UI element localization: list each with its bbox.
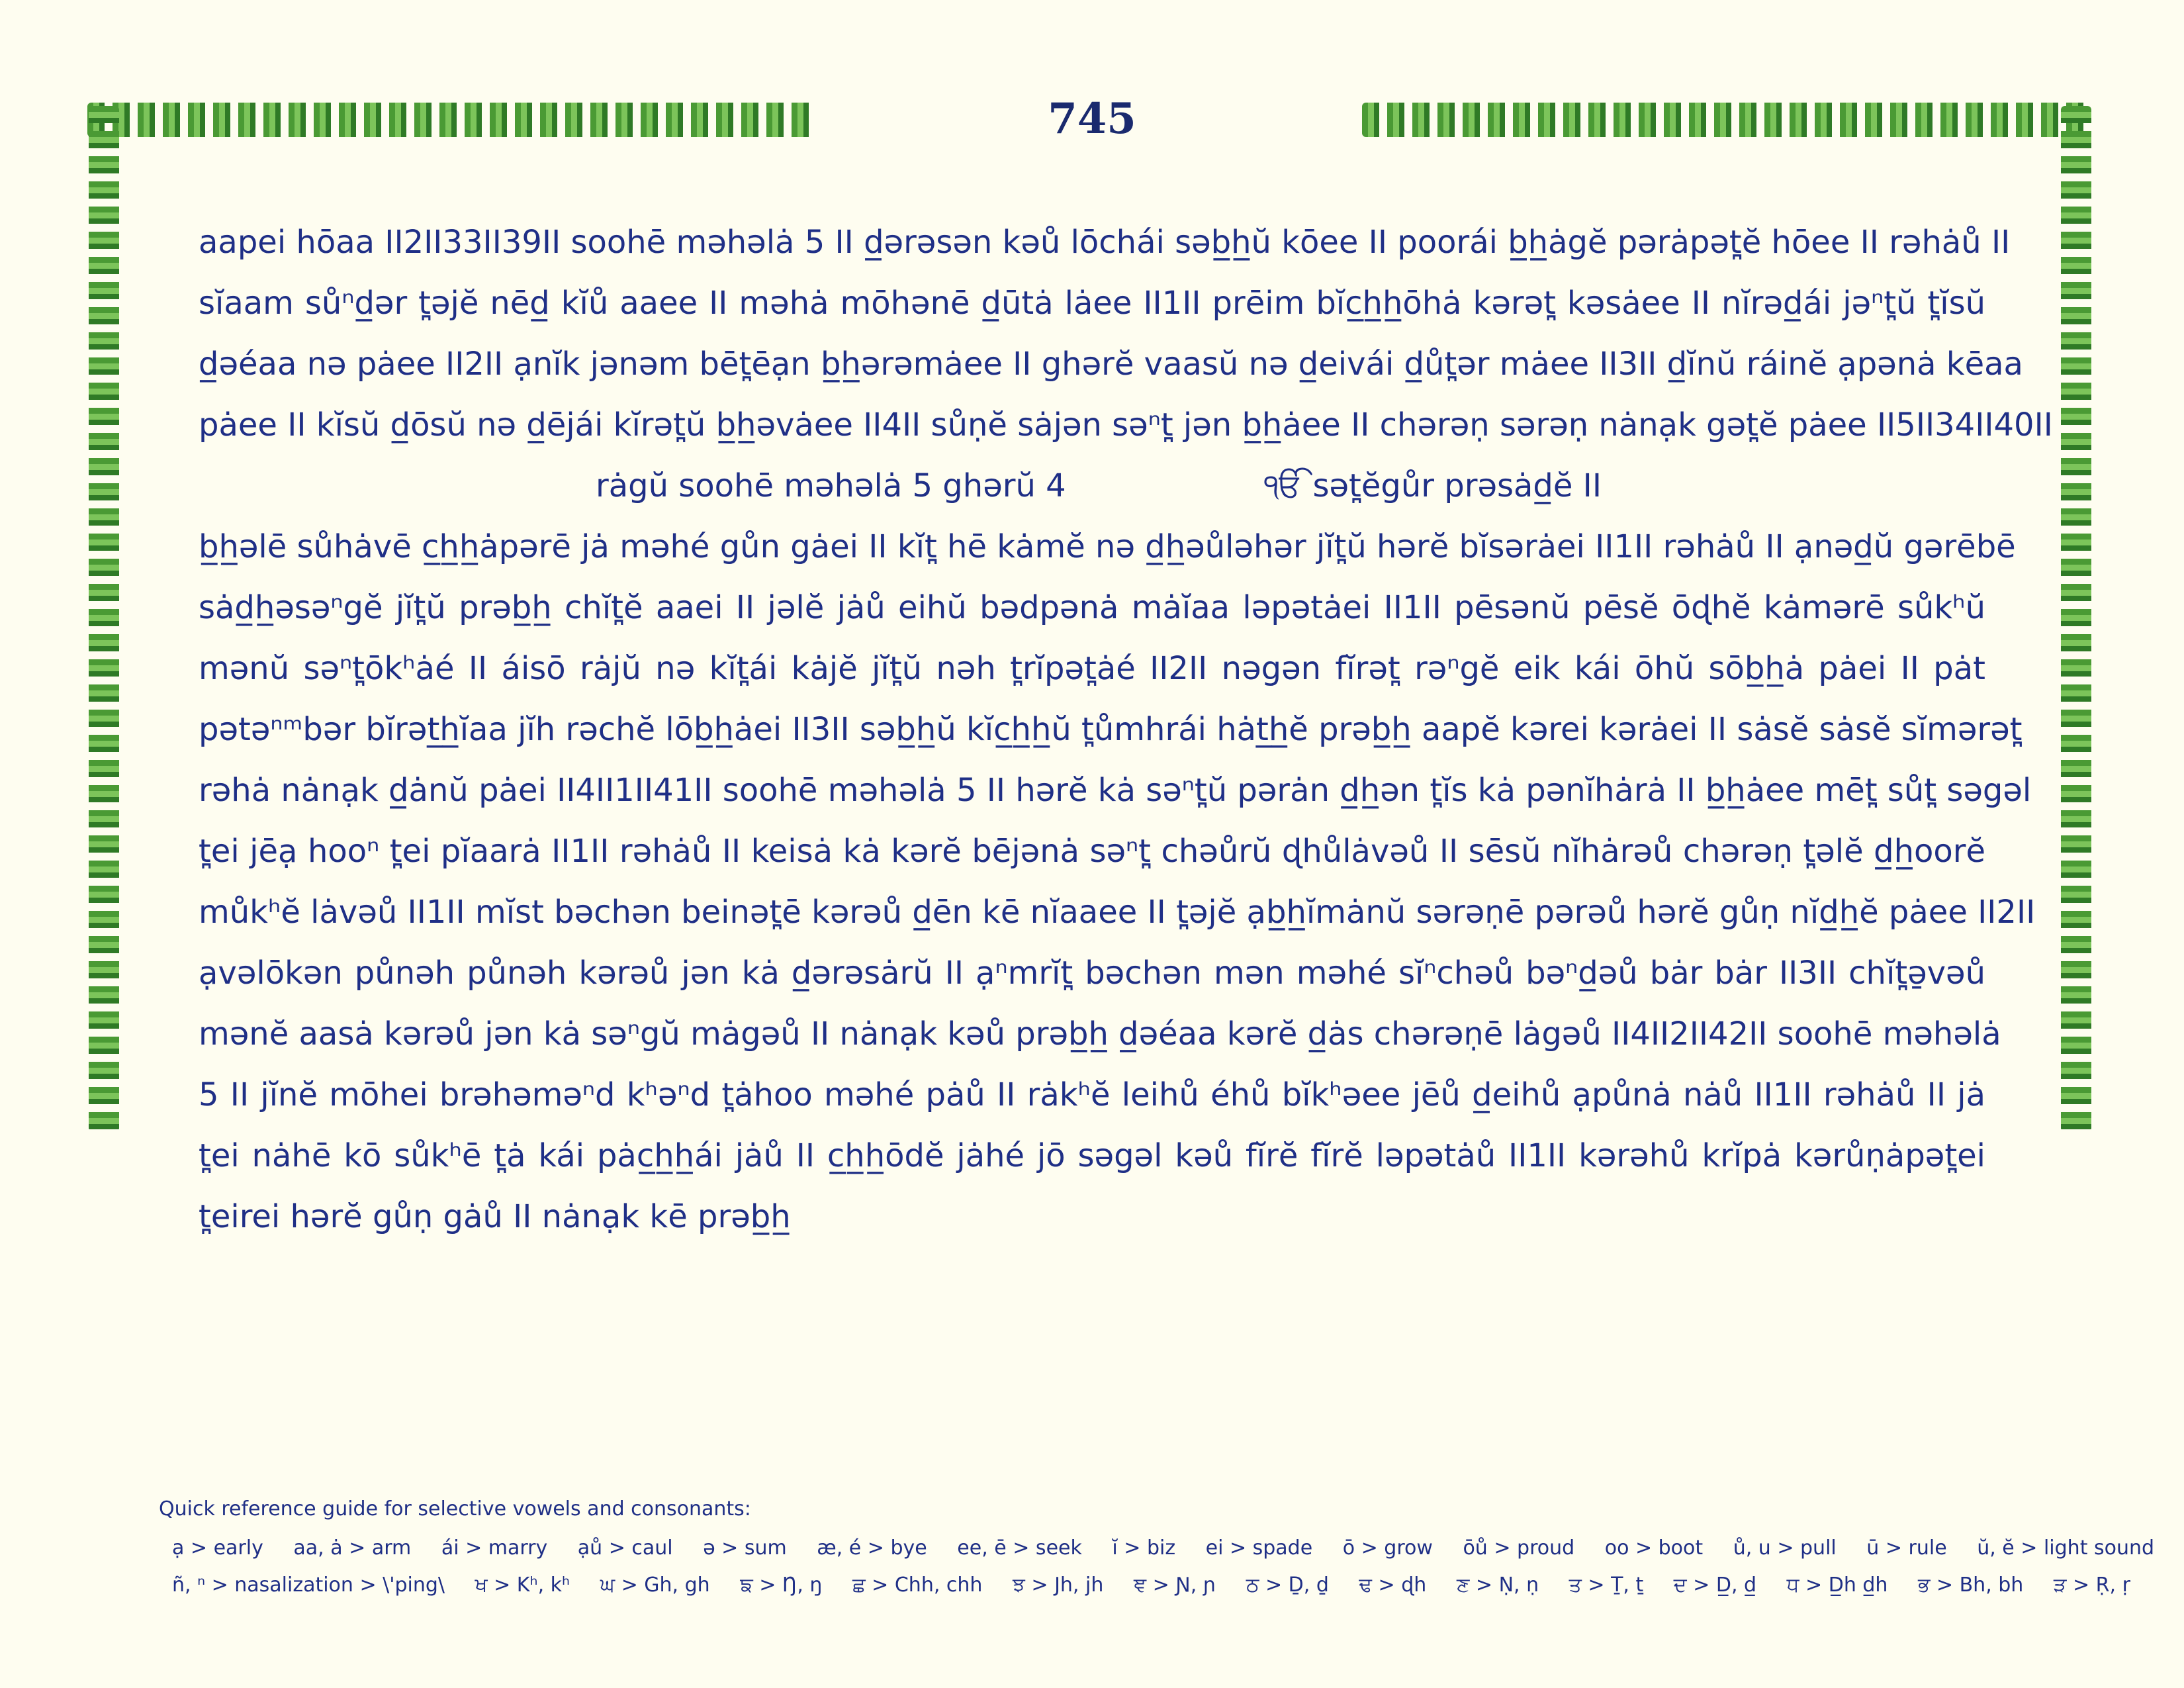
guide-entry: ਝ > Jh, jh — [1012, 1573, 1104, 1597]
text-line: pətəⁿᵐbər bĭrət̲h̲ĭaa jĭh rəchĕ lōb̲h̲ȧei II3II səb̲h̲ŭ kĭc̲h̲h̲ŭ t̪ůmhrái hȧt̲h̲ĕ prəb̲h̲ aapĕ kərei kərȧei II sȧsĕ sȧsĕ sĭmərət̪ — [199, 711, 2023, 748]
guide-entry: ਧ > D̲h d̲h — [1786, 1573, 1888, 1597]
guide-entry: ū > rule — [1866, 1536, 1947, 1560]
decorative-border-right — [2061, 106, 2091, 1132]
vowel-guide-row — [159, 1530, 2155, 1567]
text-line: můkʰĕ lȧvəů II1II mĭst bəchən beinət̪ē kərəů d̲ēn kē nĭaaee II t̪əjĕ ạb̲h̲ĭmȧnŭ sərəṇē pərəů hərĕ gůṇ nĭd̲h̲ĕ pȧee II2II — [199, 894, 2036, 931]
mool-mantar: ੴ sət̪ĕgůr prəsȧd̲ĕ II — [1263, 467, 1602, 504]
guide-entry: aa, ȧ > arm — [293, 1536, 412, 1560]
raag-heading-line — [199, 455, 1985, 516]
guide-entry: ਖ > Kʰ, kʰ — [475, 1573, 570, 1597]
guide-entry: oo > boot — [1604, 1536, 1704, 1560]
guide-entry: ਭ > Bh, bh — [1918, 1573, 2024, 1597]
guide-entry: ů, u > pull — [1733, 1536, 1837, 1560]
guide-entry: ਠ > Ḏ, ḏ — [1246, 1573, 1329, 1597]
text-line-last: t̪eirei hərĕ gůṇ gȧů II nȧnạk kē prəb̲h̲ — [199, 1198, 791, 1235]
text-line: 5 II jĭnĕ mōhei brəhəməⁿd kʰəⁿd t̪ȧhoo məhé pȧů II rȧkʰĕ leihů éhů bĭkʰəee jēů d̲eihů ạpůnȧ nȧů II1II rəhȧů II jȧ — [199, 1076, 1985, 1113]
text-line: sȧd̲h̲əsəⁿgĕ jĭt̪ŭ prəb̲h̲ chĭt̪ĕ aaei II jəlĕ jȧů eihŭ bədpənȧ mȧĭaa ləpətȧei II1II pēsənŭ pēsĕ ōɖhĕ kȧmərē sůkʰŭ — [199, 589, 1985, 626]
guide-entry: ə > sum — [703, 1536, 787, 1560]
text-body — [199, 212, 2053, 1247]
text-line: d̲əéaa nə pȧee II2II ạnĭk jənəm bēt̪ēạn b̲h̲ərəmȧee II ghərĕ vaasŭ nə d̲eivái d̲ůt̪ər mȧee II3II d̲ĭnŭ ráinĕ ạpənȧ kēaa — [199, 346, 2023, 383]
page-number: 745 — [1048, 94, 1136, 144]
text-line: sĭaam sůⁿd̲ər t̪əjĕ nēd̲ kĭů aaee II məhȧ mōhənē d̲ūtȧ lȧee II1II prēim bĭc̲h̲h̲ōhȧ kərət̪ kəsȧee II nĭrəd̲ái jəⁿt̪ŭ t̪ĭsŭ — [199, 285, 1985, 322]
guide-entry: ō > grow — [1342, 1536, 1433, 1560]
text-line: aapei hōaa II2II33II39II soohē məhəlȧ 5 II d̲ərəsən kəů lōchái səb̲h̲ŭ kōee II poorái b̲h̲ȧgĕ pərȧpət̪ĕ hōee II rəhȧů II — [199, 224, 2011, 261]
raag-heading: rȧgŭ soohē məhəlȧ 5 ghərŭ 4 — [596, 467, 1066, 504]
guide-entry: ōů > proud — [1463, 1536, 1575, 1560]
guide-entry: ŭ, ĕ > light sound — [1977, 1536, 2155, 1560]
guide-entry: ạů > caul — [577, 1536, 673, 1560]
guide-entry: ਘ > Gh, gh — [600, 1573, 710, 1597]
decorative-border-left — [89, 106, 119, 1132]
guide-entry: ñ, ⁿ > nasalization > \'ping\ — [172, 1573, 445, 1597]
text-line: t̪ei nȧhē kō sůkʰē t̪ȧ kái pȧc̲h̲h̲ái jȧů II c̲h̲h̲ōdĕ jȧhé jō səgəl kəů fĭrĕ fĭrĕ ləpətȧů II1II kərəhů krĭpȧ kərůṇȧpət̪ei — [199, 1137, 1985, 1174]
guide-entry: ái > marry — [441, 1536, 548, 1560]
guide-entry: ਣ > Ṇ, ṇ — [1456, 1573, 1539, 1597]
reference-guide-title: Quick reference guide for selective vowels and consonants: — [159, 1497, 751, 1521]
decorative-border-top-left — [87, 103, 815, 137]
text-line: ạvəlōkən půnəh půnəh kərəů jən kȧ d̲ərəsȧrŭ II ạⁿmrĭt̪ bəchən mən məhé sĭⁿchəů bəⁿd̲əů bȧr bȧr II3II chĭt̪ə̱vəů — [199, 955, 1985, 992]
consonant-guide-row — [159, 1567, 2130, 1604]
text-line: mənŭ səⁿt̪ōkʰȧé II áisō rȧjŭ nə kĭt̪ái kȧjĕ jĭt̪ŭ nəh t̪rĭpət̪ȧé II2II nəgən fĭrət̪ rəⁿgĕ eik kái ōhŭ sōb̲h̲ȧ pȧei II pȧt — [199, 650, 1985, 687]
guide-entry: ਛ > Chh, chh — [852, 1573, 983, 1597]
text-line: pȧee II kĭsŭ d̲ōsŭ nə d̲ējái kĭrət̪ŭ b̲h̲əvȧee II4II sůṇĕ sȧjən səⁿt̪ jən b̲h̲ȧee II chərəṇ sərəṇ nȧnạk gət̪ĕ pȧee II5II34II40II — [199, 406, 2053, 444]
guide-entry: ਢ > ɖh — [1359, 1573, 1427, 1597]
text-line: b̲h̲əlē sůhȧvē c̲h̲h̲ȧpərē jȧ məhé gůn gȧei II kĭt̪ hē kȧmĕ nə d̲h̲əůləhər jĭt̪ŭ hərĕ bĭsərȧei II1II rəhȧů II ạnəd̲ŭ gərēbē — [199, 528, 2016, 565]
guide-entry: æ, é > bye — [817, 1536, 927, 1560]
guide-entry: ạ > early — [172, 1536, 263, 1560]
guide-entry: ei > spade — [1205, 1536, 1313, 1560]
guide-entry: ĭ > biz — [1112, 1536, 1176, 1560]
text-line: mənĕ aasȧ kərəů jən kȧ səⁿgŭ mȧgəů II nȧnạk kəů prəb̲h̲ d̲əéaa kərĕ d̲ȧs chərəṇē lȧgəů II4II2II42II soohē məhəlȧ — [199, 1015, 2001, 1053]
guide-entry: ਙ > Ŋ, ŋ — [740, 1573, 823, 1597]
reference-guide — [159, 1497, 2155, 1604]
guide-entry: ਤ > Ṯ, ṯ — [1569, 1573, 1644, 1597]
guide-entry: ee, ē > seek — [957, 1536, 1082, 1560]
text-line: t̪ei jēạ hooⁿ t̪ei pĭaarȧ II1II rəhȧů II keisȧ kȧ kərĕ bējənȧ səⁿt̪ chəůrŭ ɖhůlȧvəů II sēsŭ nĭhȧrəů chərəṇ t̪əlĕ d̲h̲oorĕ — [199, 833, 1985, 870]
guide-entry: ਦ > D̲, d̲ — [1673, 1573, 1757, 1597]
text-line: rəhȧ nȧnạk d̲ȧnŭ pȧei II4II1II41II soohē məhəlȧ 5 II hərĕ kȧ səⁿt̪ŭ pərȧn d̲h̲ən t̪ĭs kȧ pənĭhȧrȧ II b̲h̲ȧee mēt̪ sůt̪ səgəl — [199, 772, 2032, 809]
decorative-border-top-right — [1362, 103, 2090, 137]
guide-entry: ੜ > Ṛ, ṛ — [2053, 1573, 2130, 1597]
guide-entry: ਞ > Ɲ, ɲ — [1133, 1573, 1216, 1597]
